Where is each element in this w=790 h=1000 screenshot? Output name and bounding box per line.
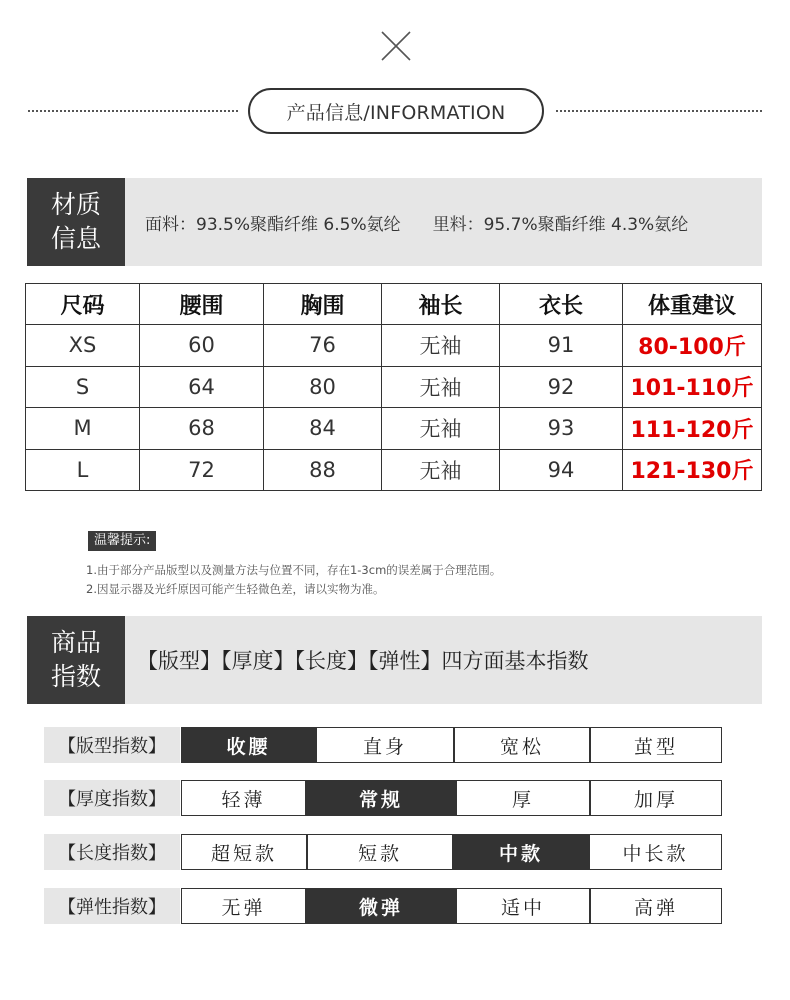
cell-size: XS xyxy=(26,325,140,367)
index-tag xyxy=(27,616,125,704)
lining-text: 里料：95.7%聚酯纤维 4.3%氨纶 xyxy=(432,214,689,235)
product-index-band xyxy=(27,616,762,704)
cell-length: 91 xyxy=(500,325,623,367)
header-length: 衣长 xyxy=(500,284,623,325)
header-sleeve: 袖长 xyxy=(382,284,500,325)
index-description: 【版型】【厚度】【长度】【弹性】四方面基本指数 xyxy=(137,649,589,673)
index-label: 【版型指数】 xyxy=(44,727,180,763)
divider-left xyxy=(28,110,238,112)
cell-sleeve: 无袖 xyxy=(382,408,500,450)
size-table-header xyxy=(26,284,762,325)
index-option[interactable]: 无弹 xyxy=(181,888,306,924)
index-label: 【弹性指数】 xyxy=(44,888,180,924)
cell-weight: 111-120斤 xyxy=(623,408,762,450)
material-tag xyxy=(27,178,125,266)
tip-line-1: 1.由于部分产品版型以及测量方法与位置不同，存在1-3cm的误差属于合理范围。 xyxy=(86,563,502,577)
tip-line-2: 2.因显示器及光纤原因可能产生轻微色差，请以实物为准。 xyxy=(86,582,385,596)
material-tag-line2: 信息 xyxy=(50,224,101,253)
index-option-selected[interactable]: 收腰 xyxy=(181,727,316,763)
tips-title: 温馨提示: xyxy=(88,531,156,551)
index-option-selected[interactable]: 中款 xyxy=(453,834,589,870)
header-waist: 腰围 xyxy=(140,284,264,325)
cell-size: S xyxy=(26,366,140,408)
index-option[interactable]: 中长款 xyxy=(589,834,722,870)
index-option[interactable]: 宽松 xyxy=(454,727,590,763)
cell-weight: 101-110斤 xyxy=(623,366,762,408)
index-option[interactable]: 适中 xyxy=(456,888,590,924)
cell-length: 92 xyxy=(500,366,623,408)
header-bust: 胸围 xyxy=(264,284,382,325)
cell-size: M xyxy=(26,408,140,450)
table-row xyxy=(26,366,762,408)
cell-waist: 68 xyxy=(140,408,264,450)
cell-length: 93 xyxy=(500,408,623,450)
cell-bust: 88 xyxy=(264,449,382,491)
cell-size: L xyxy=(26,449,140,491)
index-option[interactable]: 高弹 xyxy=(590,888,722,924)
cell-waist: 72 xyxy=(140,449,264,491)
close-icon[interactable] xyxy=(380,30,412,62)
section-title: 产品信息/INFORMATION xyxy=(248,88,544,134)
index-option-selected[interactable]: 微弹 xyxy=(306,888,456,924)
divider-right xyxy=(556,110,762,112)
index-option[interactable]: 超短款 xyxy=(181,834,307,870)
material-tag-line1: 材质 xyxy=(50,190,101,219)
table-row xyxy=(26,408,762,450)
index-tag-line2: 指数 xyxy=(50,662,101,691)
cell-bust: 84 xyxy=(264,408,382,450)
header-size: 尺码 xyxy=(26,284,140,325)
index-option[interactable]: 轻薄 xyxy=(181,780,306,816)
index-tag-line1: 商品 xyxy=(50,628,101,657)
cell-sleeve: 无袖 xyxy=(382,449,500,491)
index-option[interactable]: 直身 xyxy=(316,727,454,763)
index-option[interactable]: 厚 xyxy=(456,780,590,816)
cell-sleeve: 无袖 xyxy=(382,325,500,367)
material-info-band xyxy=(27,178,762,266)
index-label: 【厚度指数】 xyxy=(44,780,180,816)
index-label: 【长度指数】 xyxy=(44,834,180,870)
index-option[interactable]: 加厚 xyxy=(590,780,722,816)
fabric-text: 面料：93.5%聚酯纤维 6.5%氨纶 xyxy=(145,214,401,235)
table-row xyxy=(26,325,762,367)
cell-bust: 80 xyxy=(264,366,382,408)
cell-waist: 64 xyxy=(140,366,264,408)
cell-length: 94 xyxy=(500,449,623,491)
cell-waist: 60 xyxy=(140,325,264,367)
index-option[interactable]: 短款 xyxy=(307,834,453,870)
table-row xyxy=(26,449,762,491)
cell-bust: 76 xyxy=(264,325,382,367)
cell-weight: 80-100斤 xyxy=(623,325,762,367)
index-option-selected[interactable]: 常规 xyxy=(306,780,456,816)
cell-sleeve: 无袖 xyxy=(382,366,500,408)
header-weight: 体重建议 xyxy=(623,284,762,325)
size-table xyxy=(25,283,762,491)
cell-weight: 121-130斤 xyxy=(623,449,762,491)
index-option[interactable]: 茧型 xyxy=(590,727,722,763)
